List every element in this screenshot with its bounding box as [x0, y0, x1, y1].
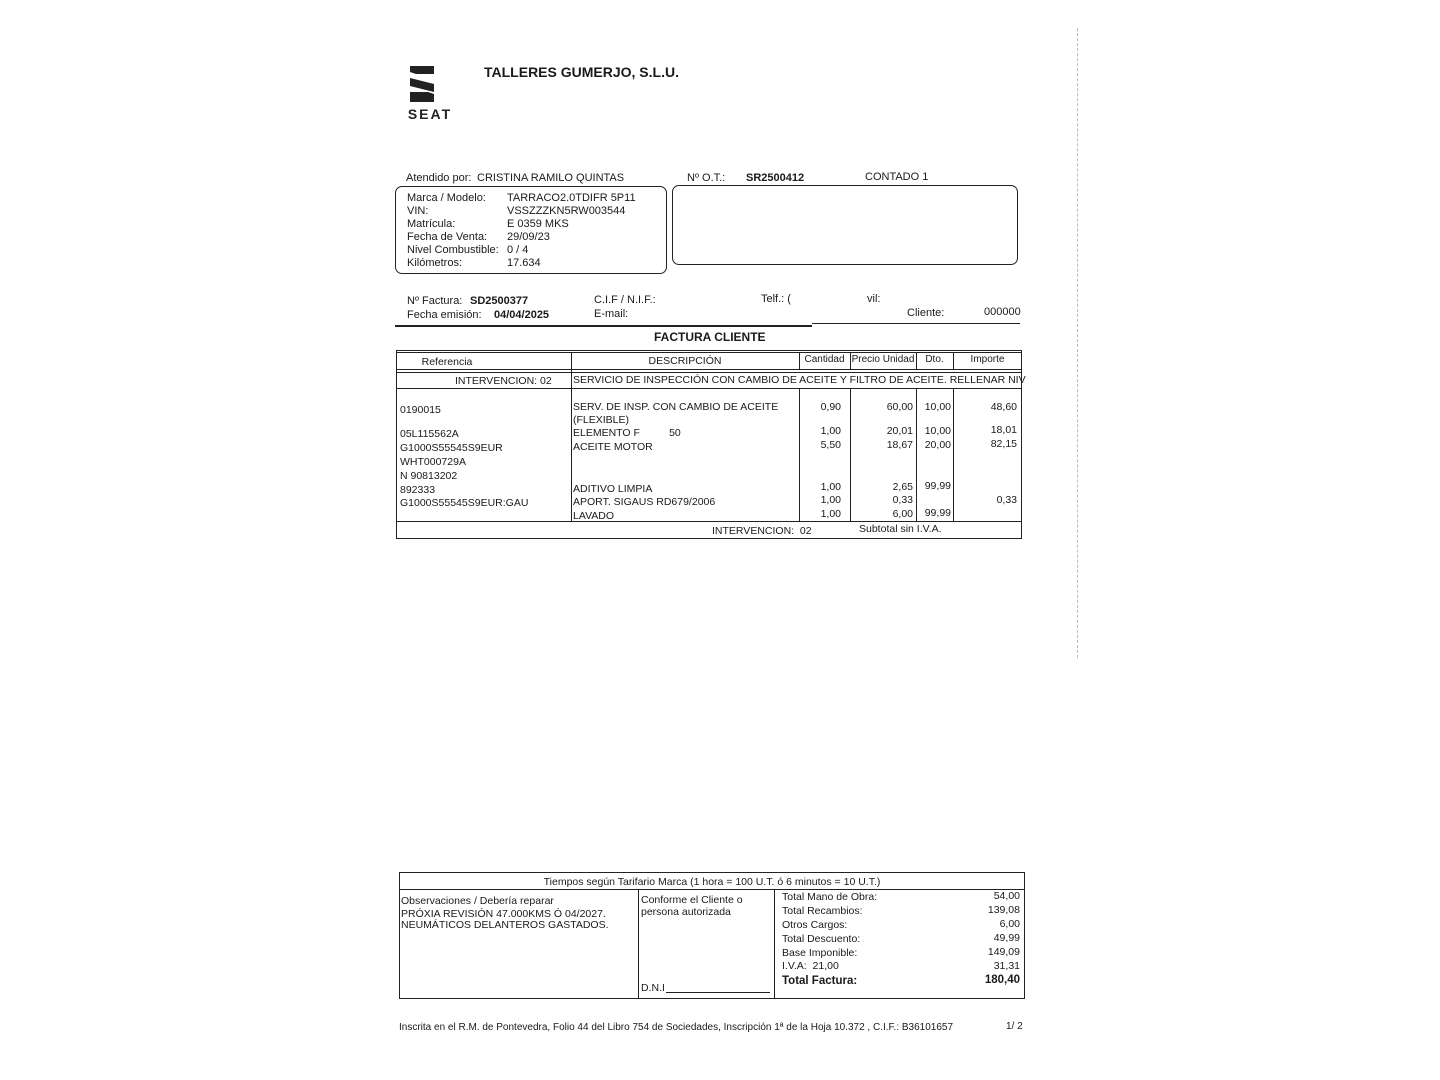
conform-line: persona autorizada: [641, 906, 731, 918]
total-label: Total Mano de Obra:: [782, 891, 878, 903]
client-number: 000000: [984, 306, 1021, 318]
line-price: 60,00: [886, 401, 913, 413]
line-qty: 0,90: [820, 401, 841, 413]
vehicle-vin: VSSZZZKN5RW003544: [507, 205, 626, 217]
total-label: Total Descuento:: [782, 933, 861, 945]
header-dto: Dto.: [925, 354, 944, 365]
line-amount: 18,01: [990, 424, 1017, 436]
summary-box: [399, 872, 1025, 999]
col-sep: [571, 352, 572, 522]
table-header-bottom: [396, 369, 1022, 370]
vehicle-label: VIN:: [407, 205, 429, 217]
line-dto: 10,00: [924, 425, 951, 437]
line-qty: 1,00: [820, 494, 841, 506]
header-importe: Importe: [970, 354, 1005, 365]
line-desc: ELEMENTO F 50: [573, 427, 681, 439]
line-desc: ADITIVO LIMPIA: [573, 483, 653, 495]
client-label: Cliente:: [907, 307, 945, 319]
line-dto: 99,99: [924, 480, 951, 492]
reference: G1000S55545S9EUR: [400, 442, 503, 454]
grand-total-value: 180,40: [984, 974, 1020, 986]
reference: N 90813202: [400, 470, 458, 482]
dni-label: D.N.I: [641, 982, 665, 994]
header-cantidad: Cantidad: [804, 354, 845, 365]
total-value: 54,00: [993, 890, 1020, 902]
vehicle-fuel: 0 / 4: [507, 244, 529, 256]
total-value: 31,31: [993, 960, 1020, 972]
line-qty: 5,50: [820, 439, 841, 451]
total-label: I.V.A: 21,00: [782, 960, 839, 972]
observation-line: NEUMÁTICOS DELANTEROS GASTADOS.: [401, 919, 609, 931]
invoice-divider: [395, 325, 812, 327]
line-dto: 10,00: [924, 401, 951, 413]
scan-edge: [1077, 28, 1078, 658]
vehicle-plate: E 0359 MKS: [507, 218, 569, 230]
footer-intervention: INTERVENCION: 02: [712, 525, 812, 537]
reference: 05L115562A: [400, 428, 459, 440]
total-label: Otros Cargos:: [782, 919, 848, 931]
reference: G1000S55545S9EUR:GAU: [400, 497, 529, 509]
observation-line: PRÓXIA REVISIÓN 47.000KMS Ó 04/2027.: [401, 908, 606, 920]
movil-label: vil:: [867, 293, 881, 305]
table-footer-line: [396, 521, 1022, 522]
reference: WHT000729A: [400, 456, 466, 468]
line-desc: APORT. SIGAUS RD679/2006: [573, 496, 716, 508]
line-dto: 20,00: [924, 439, 951, 451]
invoice-number: SD2500377: [470, 295, 529, 307]
vehicle-km: 17.634: [507, 257, 541, 269]
intervention-row-top: [396, 372, 1022, 373]
invoice-number-label: Nº Factura:: [407, 295, 463, 307]
page-number: 1/ 2: [1006, 1021, 1023, 1032]
vehicle-model: TARRACO2.0TDIFR 5P11: [507, 192, 636, 204]
ot-label: Nº O.T.:: [687, 172, 726, 184]
reference: 0190015: [400, 404, 441, 416]
grand-total-label: Total Factura:: [782, 975, 858, 987]
dni-signature-line: [666, 992, 770, 993]
summary-sep: [638, 889, 639, 999]
invoice-divider-right: [812, 323, 1020, 324]
conform-line: Conforme el Cliente o: [641, 894, 743, 906]
line-desc: LAVADO: [573, 510, 615, 522]
line-amount: 0,33: [996, 494, 1017, 506]
vehicle-label: Matrícula:: [407, 218, 456, 230]
seat-logo-icon: [394, 62, 466, 122]
observations-title: Observaciones / Debería reparar: [401, 895, 554, 907]
line-price: 6,00: [892, 508, 913, 520]
line-desc: SERV. DE INSP. CON CAMBIO DE ACEITE: [573, 401, 779, 413]
line-amount: 82,15: [990, 438, 1017, 450]
line-desc: (FLEXIBLE): [573, 414, 630, 426]
summary-sep: [774, 889, 775, 999]
vehicle-label: Fecha de Venta:: [407, 231, 488, 243]
vehicle-label: Kilómetros:: [407, 257, 463, 269]
line-qty: 1,00: [820, 508, 841, 520]
total-value: 139,08: [987, 904, 1020, 916]
intervention-description: SERVICIO DE INSPECCIÓN CON CAMBIO DE ACEITE Y FILTRO DE ACEITE. RELLENAR NIV: [573, 374, 1026, 386]
header-descripcion: DESCRIPCIÓN: [648, 355, 722, 367]
summary-header-line: [399, 889, 1025, 890]
total-label: Total Recambios:: [782, 905, 863, 917]
intervention-row-bottom: [396, 388, 1022, 389]
line-qty: 1,00: [820, 481, 841, 493]
line-price: 2,65: [892, 481, 913, 493]
intervention-label: INTERVENCION: 02: [455, 375, 552, 387]
cif-label: C.I.F / N.I.F.:: [594, 294, 656, 306]
line-price: 0,33: [892, 494, 913, 506]
line-dto: 99,99: [924, 507, 951, 519]
line-price: 20,01: [886, 425, 913, 437]
brand-name: SEAT: [407, 106, 453, 122]
line-desc: ACEITE MOTOR: [573, 441, 653, 453]
header-precio: Precio Unidad: [851, 354, 915, 365]
seat-logo: [394, 62, 466, 122]
vehicle-label: Nivel Combustible:: [407, 244, 499, 256]
line-amount: 48,60: [990, 401, 1017, 413]
legal-footer: Inscrita en el R.M. de Pontevedra, Folio 44 del Libro 754 de Sociedades, Inscripción 1ª de la Hoja 10.372 , C.I.F.: B36101657: [399, 1022, 954, 1033]
invoice-date: 04/04/2025: [494, 309, 550, 321]
email-label: E-mail:: [594, 308, 629, 320]
invoice-date-label: Fecha emisión:: [407, 309, 482, 321]
line-price: 18,67: [886, 439, 913, 451]
line-qty: 1,00: [820, 425, 841, 437]
attended-value: CRISTINA RAMILO QUINTAS: [477, 172, 625, 184]
footer-subtotal: Subtotal sin I.V.A.: [859, 523, 942, 535]
vehicle-label: Marca / Modelo:: [407, 192, 486, 204]
header-referencia: Referencia: [421, 356, 473, 368]
vehicle-sale-date: 29/09/23: [507, 231, 550, 243]
invoice-title: FACTURA CLIENTE: [654, 330, 766, 344]
summary-header: Tiempos según Tarifario Marca (1 hora = 100 U.T. ó 6 minutos = 10 U.T.): [543, 876, 881, 888]
company-name: TALLERES GUMERJO, S.L.U.: [484, 64, 679, 80]
client-address-box: [672, 185, 1018, 265]
total-value: 6,00: [999, 918, 1020, 930]
table-header-top: [396, 352, 1022, 353]
reference: 892333: [400, 484, 436, 496]
ot-value: SR2500412: [746, 172, 805, 184]
tel-label: Telf.: (: [761, 293, 791, 305]
payment-type: CONTADO 1: [865, 171, 929, 183]
total-value: 49,99: [993, 932, 1020, 944]
attended-label: Atendido por:: [406, 172, 472, 184]
total-label: Base Imponible:: [782, 947, 858, 959]
total-value: 149,09: [987, 946, 1020, 958]
